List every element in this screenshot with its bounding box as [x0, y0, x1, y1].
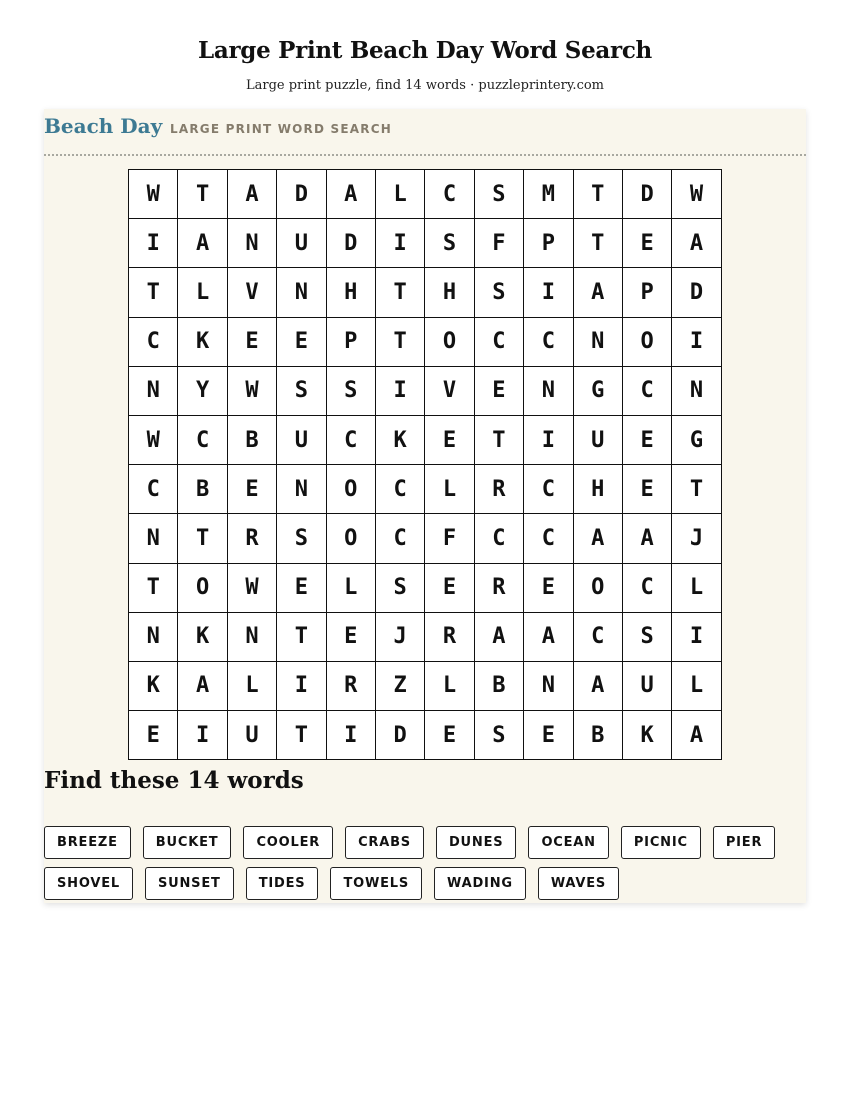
grid-cell[interactable]: D — [277, 170, 326, 219]
grid-cell[interactable]: C — [524, 514, 573, 563]
grid-cell[interactable]: M — [524, 170, 573, 219]
grid-cell[interactable]: I — [129, 219, 178, 268]
grid-cell[interactable]: L — [327, 564, 376, 613]
grid-cell[interactable]: N — [277, 465, 326, 514]
grid-cell[interactable]: E — [524, 711, 573, 760]
grid-cell[interactable]: W — [129, 170, 178, 219]
grid-cell[interactable]: N — [524, 367, 573, 416]
grid-cell[interactable]: T — [277, 711, 326, 760]
grid-cell[interactable]: Y — [178, 367, 227, 416]
word-chip: SUNSET — [145, 867, 234, 900]
word-chip: BUCKET — [143, 826, 232, 859]
grid-cell[interactable]: B — [574, 711, 623, 760]
grid-cell[interactable]: J — [376, 613, 425, 662]
grid-cell[interactable]: B — [178, 465, 227, 514]
grid-cell[interactable]: O — [574, 564, 623, 613]
grid-cell[interactable]: A — [574, 514, 623, 563]
word-list-heading: Find these 14 words — [44, 767, 304, 794]
grid-cell[interactable]: C — [129, 318, 178, 367]
grid-cell[interactable]: E — [327, 613, 376, 662]
grid-cell[interactable]: O — [327, 514, 376, 563]
grid-cell[interactable]: A — [672, 219, 721, 268]
grid-cell[interactable]: C — [376, 514, 425, 563]
grid-cell[interactable]: R — [425, 613, 474, 662]
grid-cell[interactable]: O — [178, 564, 227, 613]
grid-cell[interactable]: C — [623, 564, 672, 613]
grid-cell[interactable]: C — [129, 465, 178, 514]
grid-cell[interactable]: I — [376, 367, 425, 416]
grid-cell[interactable]: R — [228, 514, 277, 563]
word-chip: BREEZE — [44, 826, 131, 859]
grid-cell[interactable]: H — [574, 465, 623, 514]
grid-cell[interactable]: T — [475, 416, 524, 465]
grid-cell[interactable]: N — [129, 613, 178, 662]
grid-cell[interactable]: A — [574, 662, 623, 711]
grid-cell[interactable]: S — [475, 711, 524, 760]
grid-cell[interactable]: C — [376, 465, 425, 514]
grid-cell[interactable]: G — [574, 367, 623, 416]
grid-cell[interactable]: F — [475, 219, 524, 268]
grid-cell[interactable]: P — [524, 219, 573, 268]
grid-cell[interactable]: S — [475, 268, 524, 317]
grid-cell[interactable]: E — [623, 465, 672, 514]
grid-cell[interactable]: J — [672, 514, 721, 563]
grid-cell[interactable]: I — [327, 711, 376, 760]
grid-cell[interactable]: L — [425, 662, 474, 711]
grid-cell[interactable]: K — [129, 662, 178, 711]
grid-cell[interactable]: R — [475, 564, 524, 613]
grid-cell[interactable]: C — [425, 170, 474, 219]
card-header — [44, 109, 806, 156]
grid-cell[interactable]: A — [574, 268, 623, 317]
grid-cell[interactable]: C — [574, 613, 623, 662]
grid-cell[interactable]: E — [475, 367, 524, 416]
grid-cell[interactable]: U — [277, 219, 326, 268]
grid-cell[interactable]: I — [376, 219, 425, 268]
word-chip: PIER — [713, 826, 775, 859]
grid-cell[interactable]: L — [425, 465, 474, 514]
grid-cell[interactable]: I — [178, 711, 227, 760]
grid-cell[interactable]: S — [277, 367, 326, 416]
grid-cell[interactable]: H — [327, 268, 376, 317]
grid-cell[interactable]: R — [327, 662, 376, 711]
grid-cell[interactable]: O — [623, 318, 672, 367]
grid-cell[interactable]: D — [376, 711, 425, 760]
grid-cell[interactable]: F — [425, 514, 474, 563]
grid-cell[interactable]: L — [178, 268, 227, 317]
grid-cell[interactable]: D — [623, 170, 672, 219]
grid-cell[interactable]: W — [672, 170, 721, 219]
grid-cell[interactable]: N — [524, 662, 573, 711]
grid-cell[interactable]: N — [129, 514, 178, 563]
grid-cell[interactable]: N — [574, 318, 623, 367]
grid-cell[interactable]: E — [623, 416, 672, 465]
grid-cell[interactable]: N — [228, 219, 277, 268]
grid-cell[interactable]: A — [672, 711, 721, 760]
grid-cell[interactable]: V — [228, 268, 277, 317]
grid-cell[interactable]: E — [277, 318, 326, 367]
grid-cell[interactable]: N — [228, 613, 277, 662]
word-chip: OCEAN — [528, 826, 608, 859]
grid-cell[interactable]: L — [228, 662, 277, 711]
grid-cell[interactable]: C — [475, 318, 524, 367]
grid-cell[interactable]: N — [672, 367, 721, 416]
grid-cell[interactable]: C — [178, 416, 227, 465]
grid-cell[interactable]: A — [623, 514, 672, 563]
grid-cell[interactable]: C — [475, 514, 524, 563]
grid-cell[interactable]: T — [376, 318, 425, 367]
word-chip: SHOVEL — [44, 867, 133, 900]
puzzle-theme-title: Beach Day — [44, 114, 163, 138]
grid-cell[interactable]: T — [129, 268, 178, 317]
grid-cell[interactable]: L — [672, 564, 721, 613]
grid-cell[interactable]: E — [425, 416, 474, 465]
grid-cell[interactable]: A — [228, 170, 277, 219]
grid-cell[interactable]: O — [327, 465, 376, 514]
grid-cell[interactable]: C — [623, 367, 672, 416]
word-chip: WADING — [434, 867, 526, 900]
grid-cell[interactable]: A — [178, 219, 227, 268]
grid-cell[interactable]: N — [129, 367, 178, 416]
grid-cell[interactable]: A — [475, 613, 524, 662]
grid-cell[interactable]: A — [327, 170, 376, 219]
grid-cell[interactable]: A — [524, 613, 573, 662]
grid-cell[interactable]: W — [228, 564, 277, 613]
grid-cell[interactable]: L — [672, 662, 721, 711]
grid-cell[interactable]: I — [672, 613, 721, 662]
grid-cell[interactable]: V — [425, 367, 474, 416]
grid-cell[interactable]: T — [574, 219, 623, 268]
grid-cell[interactable]: T — [178, 170, 227, 219]
grid-cell[interactable]: E — [425, 711, 474, 760]
grid-cell[interactable]: B — [475, 662, 524, 711]
word-chip: COOLER — [243, 826, 333, 859]
grid-cell[interactable]: E — [277, 564, 326, 613]
grid-cell[interactable]: S — [277, 514, 326, 563]
word-chip: CRABS — [345, 826, 424, 859]
grid-cell[interactable]: H — [425, 268, 474, 317]
grid-cell[interactable]: S — [475, 170, 524, 219]
grid-cell[interactable]: W — [129, 416, 178, 465]
grid-cell[interactable]: E — [524, 564, 573, 613]
grid-cell[interactable]: E — [228, 318, 277, 367]
word-chip: TIDES — [246, 867, 319, 900]
grid-cell[interactable]: I — [672, 318, 721, 367]
grid-cell[interactable]: T — [672, 465, 721, 514]
grid-cell[interactable]: D — [672, 268, 721, 317]
grid-cell[interactable]: I — [277, 662, 326, 711]
grid-cell[interactable]: K — [178, 318, 227, 367]
grid-cell[interactable]: C — [327, 416, 376, 465]
grid-cell[interactable]: T — [178, 514, 227, 563]
word-chip: TOWELS — [330, 867, 422, 900]
grid-cell[interactable]: R — [475, 465, 524, 514]
grid-cell[interactable]: T — [376, 268, 425, 317]
grid-cell[interactable]: S — [425, 219, 474, 268]
word-chip: PICNIC — [621, 826, 701, 859]
grid-cell[interactable]: L — [376, 170, 425, 219]
grid-cell[interactable]: A — [178, 662, 227, 711]
grid-cell[interactable]: I — [524, 268, 573, 317]
grid-cell[interactable]: P — [623, 268, 672, 317]
word-chip: WAVES — [538, 867, 619, 900]
grid-cell[interactable]: U — [228, 711, 277, 760]
grid-cell[interactable]: K — [376, 416, 425, 465]
grid-cell[interactable]: O — [425, 318, 474, 367]
grid-cell[interactable]: U — [574, 416, 623, 465]
grid-cell[interactable]: I — [524, 416, 573, 465]
letter-grid — [128, 169, 722, 760]
puzzle-card — [44, 109, 806, 903]
grid-cell[interactable]: Z — [376, 662, 425, 711]
grid-cell[interactable]: B — [228, 416, 277, 465]
puzzle-tagline: LARGE PRINT WORD SEARCH — [170, 122, 392, 136]
grid-cell[interactable]: C — [524, 318, 573, 367]
word-list — [44, 826, 784, 900]
grid-cell[interactable]: T — [277, 613, 326, 662]
grid-cell[interactable]: S — [623, 613, 672, 662]
grid-cell[interactable]: U — [623, 662, 672, 711]
grid-cell[interactable]: E — [425, 564, 474, 613]
grid-cell[interactable]: S — [376, 564, 425, 613]
grid-cell[interactable]: E — [623, 219, 672, 268]
grid-cell[interactable]: U — [277, 416, 326, 465]
grid-cell[interactable]: E — [129, 711, 178, 760]
grid-cell[interactable]: K — [178, 613, 227, 662]
grid-cell[interactable]: T — [574, 170, 623, 219]
word-chip: DUNES — [436, 826, 516, 859]
page-title: Large Print Beach Day Word Search — [198, 37, 652, 64]
grid-cell[interactable]: C — [524, 465, 573, 514]
grid-cell[interactable]: W — [228, 367, 277, 416]
grid-cell[interactable]: K — [623, 711, 672, 760]
grid-cell[interactable]: T — [129, 564, 178, 613]
grid-cell[interactable]: D — [327, 219, 376, 268]
grid-cell[interactable]: E — [228, 465, 277, 514]
page-subtitle: Large print puzzle, find 14 words · puzzleprintery.com — [245, 78, 605, 93]
grid-cell[interactable]: N — [277, 268, 326, 317]
grid-cell[interactable]: P — [327, 318, 376, 367]
grid-cell[interactable]: G — [672, 416, 721, 465]
grid-cell[interactable]: S — [327, 367, 376, 416]
